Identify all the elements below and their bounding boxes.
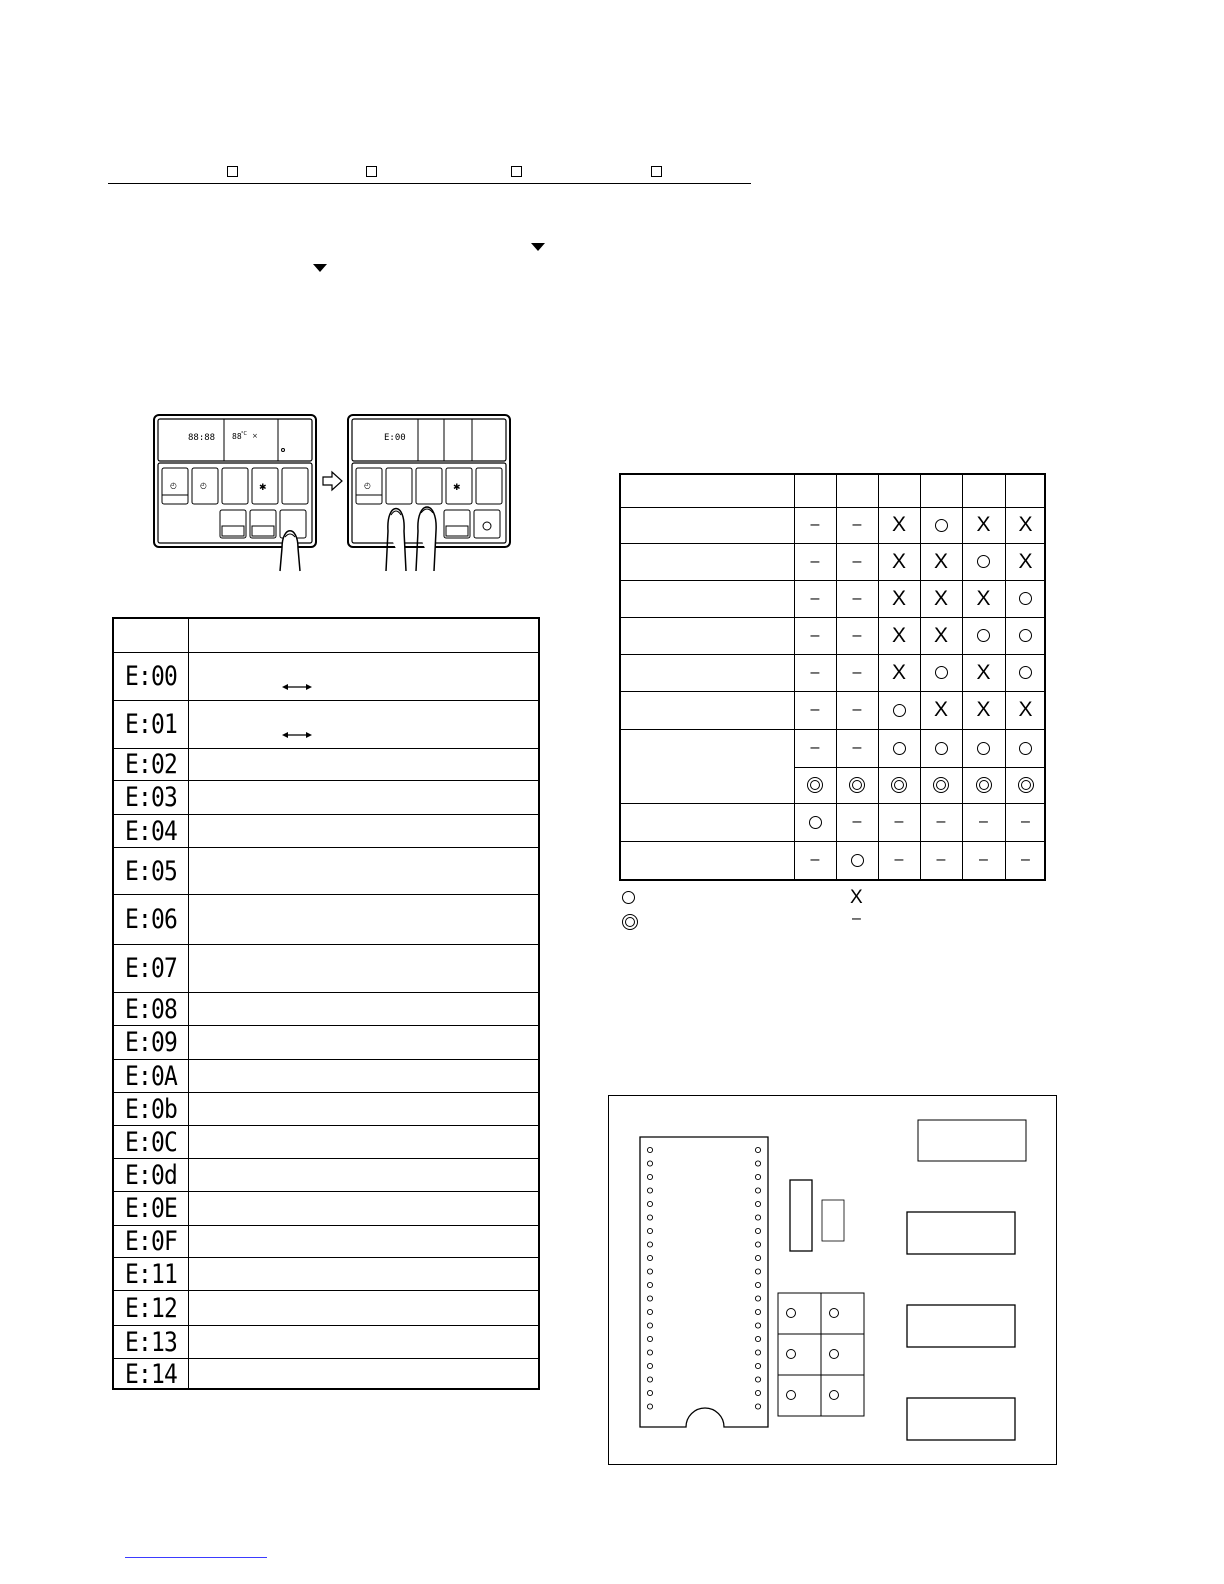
dash-symbol: –	[810, 663, 820, 681]
right-arrow-icon	[322, 471, 344, 491]
ic-pin	[647, 1309, 652, 1314]
x-symbol: X	[1018, 513, 1033, 536]
table-row	[114, 944, 538, 992]
ic-pin	[755, 1390, 760, 1395]
down-triangle-icon	[313, 264, 327, 272]
matrix-cell	[878, 803, 920, 841]
matrix-cell	[1005, 803, 1046, 841]
ic-pin	[647, 1147, 652, 1152]
ic-pin	[647, 1390, 652, 1395]
x-symbol: X	[891, 549, 906, 573]
error-code: E:13	[125, 1326, 177, 1358]
dash-symbol: –	[979, 851, 988, 868]
matrix-cell	[836, 507, 878, 543]
circle-icon	[1019, 742, 1032, 755]
display-temp-unit: °C	[241, 431, 247, 437]
circle-icon	[893, 742, 906, 755]
ic-pin	[755, 1363, 760, 1368]
ic-pin	[647, 1282, 652, 1287]
error-code: E:03	[125, 782, 177, 813]
matrix-cell	[836, 841, 878, 879]
footer-link-underline	[125, 1557, 267, 1558]
circle-icon	[851, 854, 864, 867]
dash-symbol: –	[810, 851, 820, 868]
table-row	[114, 894, 538, 944]
ic-pin	[755, 1174, 760, 1179]
matrix-cell	[962, 543, 1005, 580]
table-row	[114, 748, 538, 780]
ic-pin	[647, 1363, 652, 1368]
double-circle-icon	[1018, 777, 1034, 793]
ic-pin	[755, 1296, 760, 1301]
dash-symbol: –	[810, 552, 820, 570]
table-row	[114, 1158, 538, 1191]
matrix-cell	[962, 617, 1005, 654]
matrix-cell	[794, 543, 836, 580]
matrix-cell	[920, 580, 962, 617]
table-row	[114, 1059, 538, 1092]
matrix-cell	[920, 691, 962, 729]
ic-pin	[755, 1350, 760, 1355]
matrix-cell	[878, 507, 920, 543]
ic-pin	[647, 1255, 652, 1260]
x-symbol: X	[891, 513, 906, 536]
matrix-cell	[962, 841, 1005, 879]
x-symbol: X	[850, 887, 863, 908]
dash-symbol: –	[1021, 813, 1030, 830]
ic-pin	[647, 1323, 652, 1328]
table-row	[114, 814, 538, 847]
checkbox-icon[interactable]	[227, 166, 238, 177]
matrix-cell	[878, 580, 920, 617]
ic-pin	[755, 1269, 760, 1274]
dash-symbol: –	[1021, 851, 1030, 868]
error-code: E:08	[125, 993, 177, 1025]
matrix-cell	[920, 543, 962, 580]
dash-symbol: –	[852, 739, 862, 756]
error-code: E:02	[125, 749, 177, 780]
x-symbol: X	[1018, 549, 1033, 573]
x-symbol: X	[976, 586, 991, 610]
error-code: E:06	[125, 904, 177, 935]
error-code: E:05	[125, 855, 177, 887]
ic-pin	[647, 1296, 652, 1301]
dash-symbol: –	[810, 701, 820, 718]
matrix-cell	[794, 729, 836, 767]
ic-pin	[755, 1188, 760, 1193]
x-symbol: X	[933, 586, 948, 610]
double-circle-icon	[933, 777, 949, 793]
ic-pin	[647, 1161, 652, 1166]
matrix-cell	[1005, 691, 1046, 729]
x-symbol: X	[976, 513, 991, 536]
matrix-cell	[794, 841, 836, 879]
matrix-cell	[962, 507, 1005, 543]
display-temp: 88	[232, 432, 242, 441]
ic-pin	[755, 1282, 760, 1287]
ic-pin	[647, 1228, 652, 1233]
double-circle-icon	[891, 777, 907, 793]
double-circle-icon	[976, 777, 992, 793]
ic-pin	[647, 1215, 652, 1220]
x-symbol: X	[976, 660, 991, 684]
matrix-cell	[794, 654, 836, 691]
legend-double-circle	[622, 914, 638, 930]
display-error-code: E:00	[384, 433, 406, 443]
matrix-cell	[836, 543, 878, 580]
ic-pin	[755, 1201, 760, 1206]
matrix-cell	[920, 507, 962, 543]
table-header-row	[114, 619, 538, 652]
ic-pin	[647, 1350, 652, 1355]
matrix-cell	[1005, 543, 1046, 580]
circle-icon	[1019, 592, 1032, 605]
double-arrow-icon	[282, 683, 312, 691]
checkbox-icon[interactable]	[511, 166, 522, 177]
error-code-table	[112, 617, 540, 1390]
ic-pin	[755, 1323, 760, 1328]
table-row	[114, 1092, 538, 1125]
matrix-cell	[836, 729, 878, 767]
error-code: E:00	[125, 661, 177, 692]
error-code: E:04	[125, 815, 177, 847]
matrix-cell	[836, 580, 878, 617]
dash-symbol: –	[852, 552, 862, 570]
error-code: E:0d	[125, 1159, 177, 1191]
circle-icon	[977, 629, 990, 642]
table-row	[114, 1325, 538, 1358]
ic-pin	[755, 1404, 760, 1409]
matrix-cell	[920, 767, 962, 803]
double-arrow-icon	[282, 731, 312, 739]
matrix-cell	[1005, 580, 1046, 617]
dash-symbol: –	[810, 626, 820, 644]
matrix-cell	[836, 654, 878, 691]
error-code: E:0A	[125, 1060, 177, 1092]
ic-pin	[647, 1377, 652, 1382]
error-code: E:0b	[125, 1093, 177, 1125]
matrix-cell	[878, 543, 920, 580]
matrix-cell	[878, 729, 920, 767]
matrix-cell	[794, 691, 836, 729]
error-code: E:0E	[125, 1193, 177, 1224]
ic-pin	[647, 1404, 652, 1409]
matrix-cell	[836, 617, 878, 654]
ic-pin	[755, 1377, 760, 1382]
matrix-cell	[878, 767, 920, 803]
fan-icon: ×	[252, 432, 258, 440]
x-symbol: X	[891, 623, 906, 647]
matrix-cell	[962, 691, 1005, 729]
matrix-cell	[1005, 654, 1046, 691]
error-code: E:0C	[125, 1126, 177, 1158]
svg-text:✱: ✱	[453, 483, 461, 493]
circle-icon	[935, 742, 948, 755]
x-symbol: X	[933, 549, 948, 573]
matrix-cell	[962, 803, 1005, 841]
circle-icon	[809, 816, 822, 829]
ic-pin	[647, 1242, 652, 1247]
error-code: E:01	[125, 709, 177, 740]
remote-panel-before	[152, 413, 322, 578]
ic-pin	[755, 1147, 760, 1152]
ic-pin	[755, 1309, 760, 1314]
matrix-cell	[794, 507, 836, 543]
matrix-cell	[962, 729, 1005, 767]
ic-pin	[647, 1188, 652, 1193]
ic-pin	[755, 1161, 760, 1166]
matrix-cell	[920, 841, 962, 879]
table-row	[114, 992, 538, 1025]
circle-icon	[977, 555, 990, 568]
double-circle-icon	[849, 777, 865, 793]
ic-pin	[647, 1174, 652, 1179]
table-row	[114, 1225, 538, 1257]
error-code: E:09	[125, 1027, 177, 1058]
dash-symbol: –	[894, 813, 904, 830]
dash-symbol: –	[852, 663, 862, 681]
matrix-cell	[794, 617, 836, 654]
checkbox-icon[interactable]	[651, 166, 662, 177]
legend-dash	[852, 910, 861, 928]
table-row	[114, 700, 538, 748]
circle-icon	[1019, 666, 1032, 679]
x-symbol: X	[933, 623, 948, 647]
matrix-cell	[1005, 841, 1046, 879]
remote-panel-after	[346, 413, 516, 578]
down-triangle-icon	[531, 243, 545, 251]
dash-symbol: –	[894, 851, 904, 868]
error-code: E:14	[125, 1359, 177, 1390]
status-matrix-table	[619, 473, 1046, 881]
circle-icon	[935, 666, 948, 679]
dash-symbol: –	[852, 910, 861, 927]
circle-icon	[893, 704, 906, 717]
ic-pin	[755, 1336, 760, 1341]
legend-x	[850, 887, 863, 909]
table-row	[114, 1191, 538, 1225]
pcb-layout	[609, 1096, 1058, 1466]
legend-circle	[622, 891, 635, 904]
matrix-cell	[1005, 767, 1046, 803]
matrix-cell	[962, 654, 1005, 691]
dash-symbol: –	[979, 813, 988, 830]
x-symbol: X	[891, 660, 906, 684]
header-rule	[108, 183, 751, 184]
table-row	[114, 1025, 538, 1059]
svg-text:◴: ◴	[364, 481, 371, 490]
circle-icon	[935, 519, 948, 532]
matrix-cell	[1005, 507, 1046, 543]
matrix-cell	[794, 767, 836, 803]
table-row	[114, 652, 538, 700]
checkbox-icon[interactable]	[366, 166, 377, 177]
pcb-diagram	[608, 1095, 1057, 1465]
error-code: E:0F	[125, 1226, 177, 1257]
matrix-cell	[878, 654, 920, 691]
dash-symbol: –	[810, 589, 820, 607]
svg-text:✱: ✱	[259, 483, 267, 493]
matrix-cell	[920, 617, 962, 654]
table-row	[114, 1125, 538, 1158]
dash-symbol: –	[852, 813, 862, 830]
table-row	[114, 1358, 538, 1390]
ic-pin	[647, 1336, 652, 1341]
x-symbol: X	[891, 586, 906, 610]
matrix-cell	[794, 803, 836, 841]
dash-symbol: –	[852, 701, 862, 718]
ic-pin	[755, 1228, 760, 1233]
ic-pin	[755, 1215, 760, 1220]
table-row	[114, 780, 538, 814]
error-code: E:11	[125, 1258, 177, 1290]
matrix-cell	[794, 580, 836, 617]
ic-pin	[755, 1255, 760, 1260]
svg-text:◴: ◴	[170, 481, 177, 490]
double-circle-icon	[807, 777, 823, 793]
matrix-cell	[962, 580, 1005, 617]
table-row	[114, 1257, 538, 1290]
matrix-cell	[836, 767, 878, 803]
matrix-cell	[1005, 617, 1046, 654]
matrix-cell	[878, 617, 920, 654]
matrix-cell	[836, 691, 878, 729]
dash-symbol: –	[852, 516, 862, 533]
matrix-cell	[920, 729, 962, 767]
ic-pin	[647, 1269, 652, 1274]
error-code: E:12	[125, 1292, 177, 1324]
double-circle-icon	[622, 914, 638, 930]
dash-symbol: –	[852, 589, 862, 607]
matrix-cell	[920, 803, 962, 841]
circle-icon	[622, 891, 635, 904]
table-row	[114, 847, 538, 894]
dash-symbol: –	[810, 516, 820, 533]
x-symbol: X	[976, 698, 991, 721]
x-symbol: X	[933, 698, 948, 721]
table-row	[114, 1290, 538, 1325]
matrix-cell	[836, 803, 878, 841]
svg-text:◴: ◴	[200, 481, 207, 490]
circle-icon	[1019, 629, 1032, 642]
ic-pin	[647, 1201, 652, 1206]
dash-symbol: –	[936, 851, 946, 868]
matrix-cell	[962, 767, 1005, 803]
matrix-cell	[878, 841, 920, 879]
matrix-cell	[878, 691, 920, 729]
dash-symbol: –	[810, 739, 820, 756]
dash-symbol: –	[936, 813, 946, 830]
dash-symbol: –	[852, 626, 862, 644]
display-clock: 88:88	[188, 433, 216, 443]
error-code: E:07	[125, 953, 177, 984]
matrix-cell	[920, 654, 962, 691]
x-symbol: X	[1018, 698, 1033, 721]
matrix-cell	[1005, 729, 1046, 767]
ic-pin	[755, 1242, 760, 1247]
circle-icon	[977, 742, 990, 755]
